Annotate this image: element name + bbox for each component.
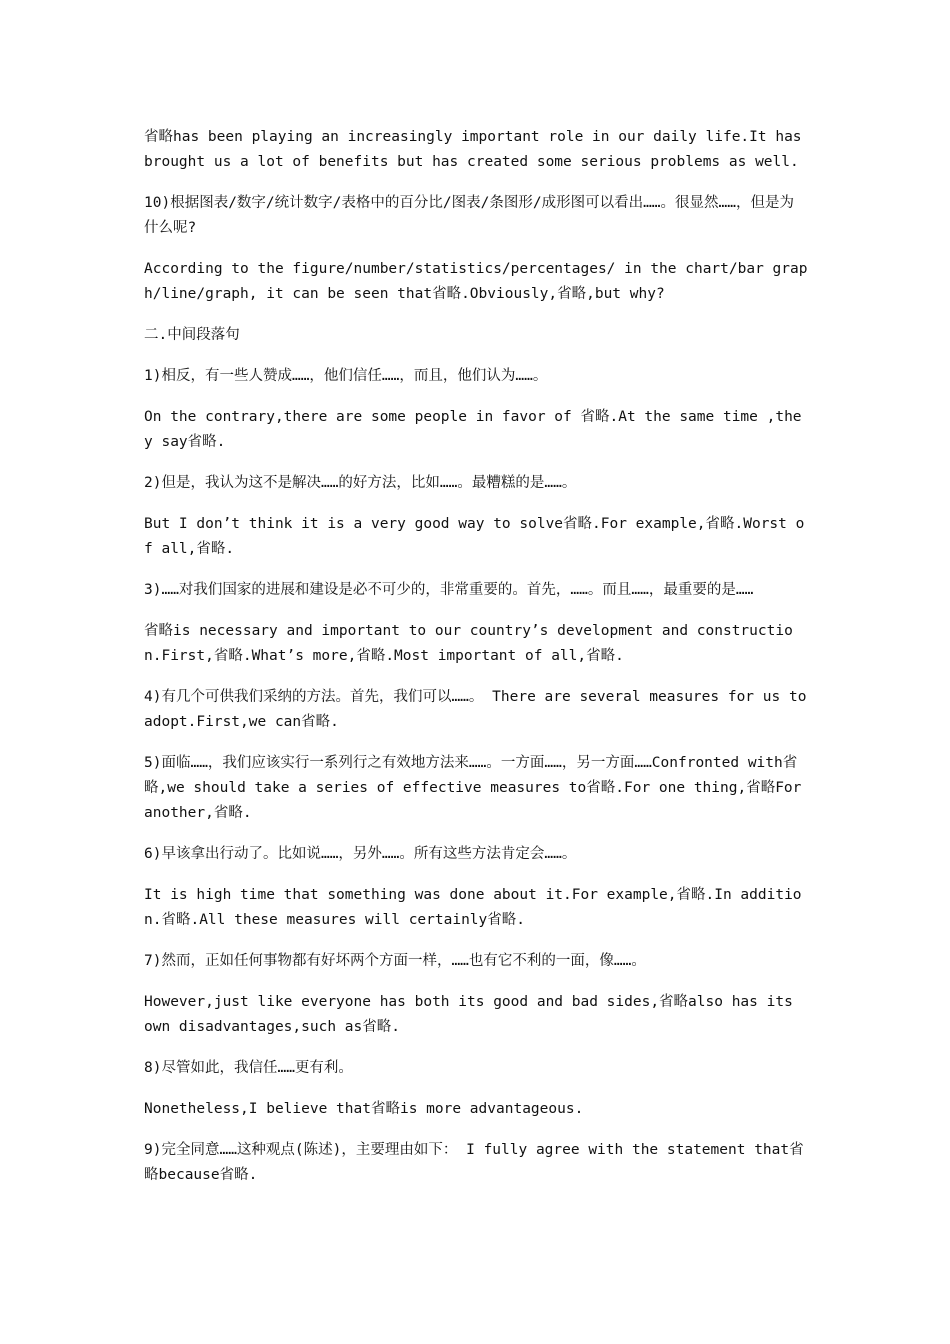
paragraph-7-english: However,just like everyone has both its good and bad sides,省略also has its own disadvantages,such as省略. [144,994,802,1035]
paragraph-6-chinese: 6)早该拿出行动了。比如说……，另外……。所有这些方法肯定会……。 [144,846,577,862]
paragraph-1-english: On the contrary,there are some people in favor of 省略.At the same time ,they say省略. [144,409,802,450]
paragraph-10-chinese: 10)根据图表/数字/统计数字/表格中的百分比/图表/条图形/成形图可以看出……。很显然……，但是为什么呢? [144,195,794,236]
paragraph-6-english: It is high time that something was done about it.For example,省略.In addition.省略.All these measures will certainly省略. [144,887,802,928]
paragraph-5-mixed: 5)面临……，我们应该实行一系列行之有效地方法来……。一方面……，另一方面……Confronted with省略,we should take a series of effective measures to省略.For one thing,省略For another,省略. [144,755,811,821]
paragraph-8-chinese: 8)尽管如此，我信任……更有利。 [144,1060,353,1076]
paragraph-1-chinese: 1)相反，有一些人赞成……，他们信任……，而且，他们认为……。 [144,368,548,384]
paragraph-8-english: Nonetheless,I believe that省略is more advantageous. [144,1101,584,1117]
document-page [144,125,816,1204]
paragraph-intro-sentence: 省略has been playing an increasingly important role in our daily life.It has brought us a lot of benefits but has created some serious problems as well. [144,129,811,170]
paragraph-3-english: 省略is necessary and important to our country’s development and construction.First,省略.What’s more,省略.Most important of all,省略. [144,623,793,664]
paragraph-4-mixed: 4)有几个可供我们采纳的方法。首先，我们可以……。 There are several measures for us to adopt.First,we can省略. [144,689,816,730]
paragraph-9-mixed: 9)完全同意……这种观点(陈述)，主要理由如下： I fully agree with the statement that省略because省略. [144,1142,804,1183]
section-heading-middle-paragraph: 二.中间段落句 [144,327,240,343]
paragraph-3-chinese: 3)……对我们国家的进展和建设是必不可少的，非常重要的。首先，……。而且……，最重要的是…… [144,582,754,598]
paragraph-7-chinese: 7)然而，正如任何事物都有好坏两个方面一样，……也有它不利的一面，像……。 [144,953,646,969]
paragraph-10-english: According to the figure/number/statistics/percentages/ in the chart/bar graph/line/graph, it can be seen that省略.Obviously,省略,but why? [144,261,808,302]
paragraph-2-english: But I don’t think it is a very good way to solve省略.For example,省略.Worst of all,省略. [144,516,805,557]
paragraph-2-chinese: 2)但是，我认为这不是解决……的好方法，比如……。最糟糕的是……。 [144,475,577,491]
